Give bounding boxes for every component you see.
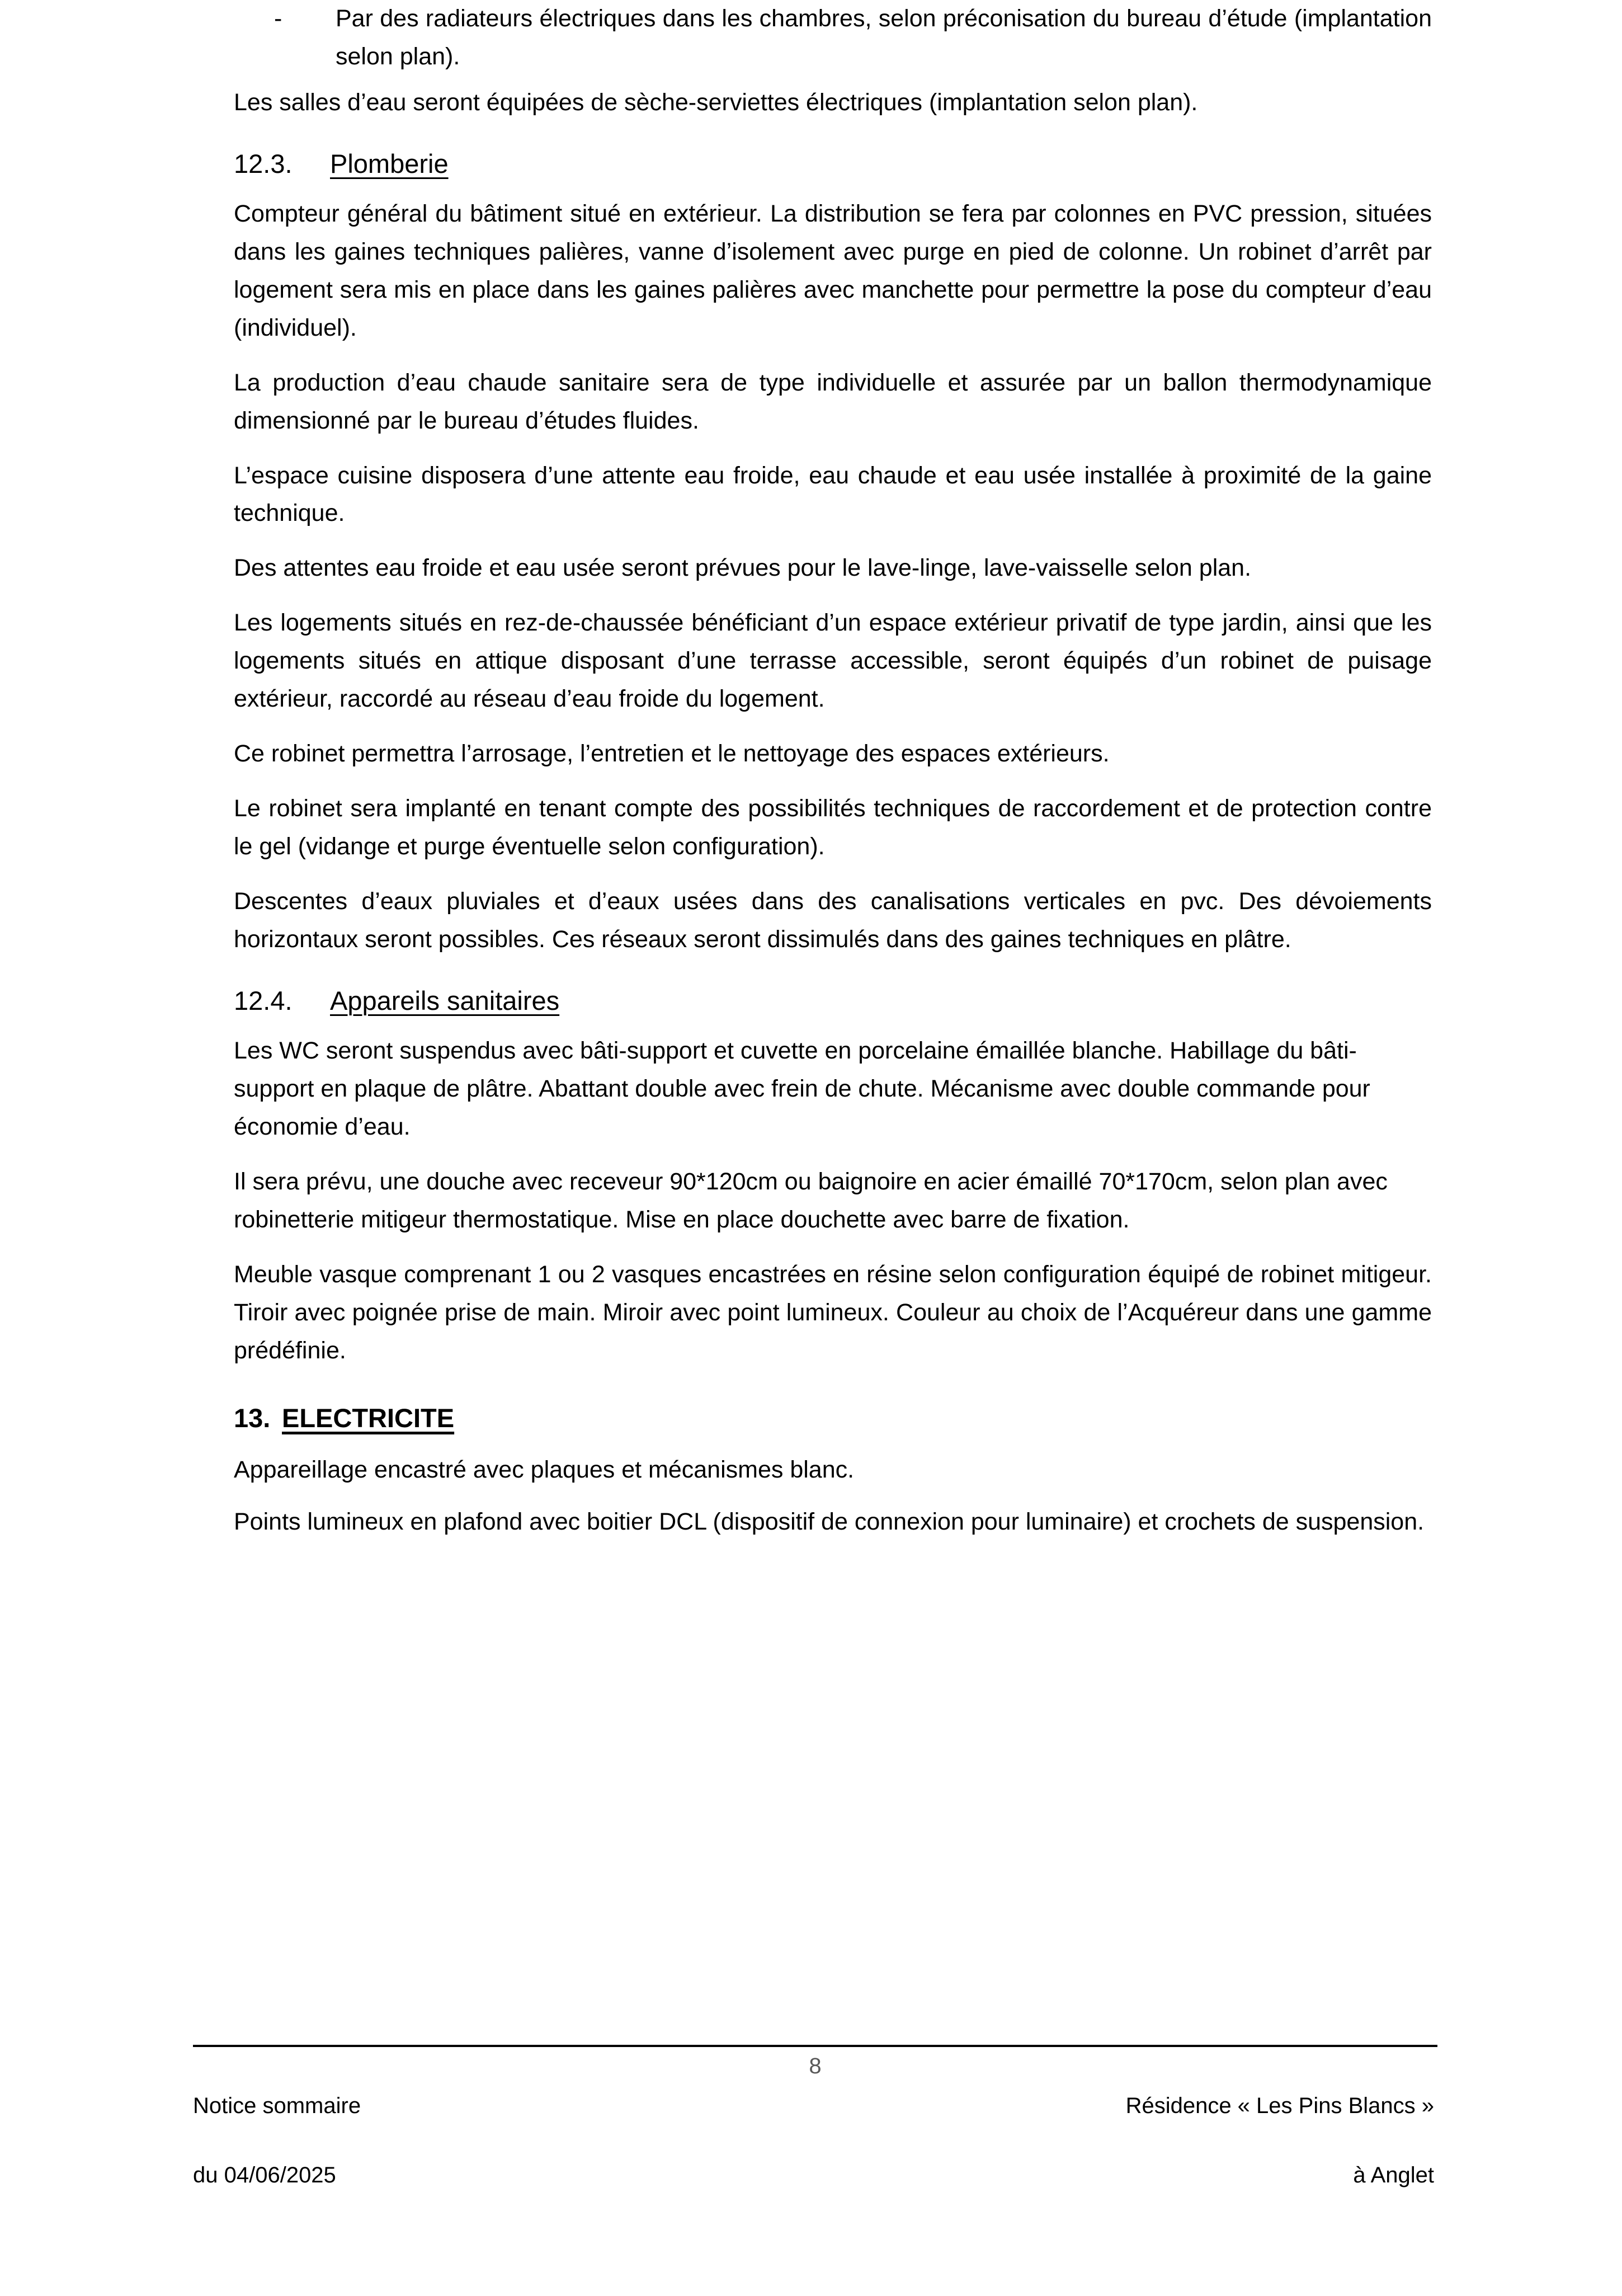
footer-left xyxy=(193,2054,361,2227)
section-title: Plomberie xyxy=(330,148,449,178)
section-heading-electricite xyxy=(234,1401,1432,1435)
paragraph: Il sera prévu, une douche avec receveur 90*120cm ou baignoire en acier émaillé 70*170cm, selon plan avec robinetterie mitigeur thermostatique. Mise en place douchette avec barre de fixation. xyxy=(234,1168,1388,1233)
paragraph: Meuble vasque comprenant 1 ou 2 vasques encastrées en résine selon configuration équipé de robinet mitigeur. Tiroir avec poignée prise de main. Miroir avec point lumineux. Couleur au choix de l’Acquéreur dans une gamme prédéfinie. xyxy=(234,1260,1432,1364)
footer-content xyxy=(193,2047,1437,2227)
page-number: 8 xyxy=(809,2054,822,2078)
footer-right xyxy=(1126,2054,1437,2227)
section-number: 12.4. xyxy=(234,985,293,1015)
paragraph: Les logements situés en rez-de-chaussée bénéficiant d’un espace extérieur privatif de type jardin, ainsi que les logements situés en attique disposant d’une terrasse accessible, seront équipés d’un robinet de puisage extérieur, raccordé au réseau d’eau froide du logement. xyxy=(234,609,1432,713)
footer-residence-name: Résidence « Les Pins Blancs » xyxy=(1125,2093,1434,2118)
paragraph: Des attentes eau froide et eau usée seront prévues pour le lave-linge, lave-vaisselle selon plan. xyxy=(234,554,1252,582)
paragraph: La production d’eau chaude sanitaire sera de type individuelle et assurée par un ballon thermodynamique dimensionné par le bureau d’études fluides. xyxy=(234,369,1432,434)
paragraph: L’espace cuisine disposera d’une attente eau froide, eau chaude et eau usée installée à proximité de la gaine technique. xyxy=(234,462,1432,527)
paragraph: Les WC seront suspendus avec bâti-support et cuvette en porcelaine émaillée blanche. Habillage du bâti-support en plaque de plâtre. Abattant double avec frein de chute. Mécanisme avec double commande pour économie d’eau. xyxy=(234,1037,1370,1140)
section-heading-plomberie xyxy=(234,147,1432,181)
paragraph: Appareillage encastré avec plaques et mécanismes blanc. xyxy=(234,1456,855,1483)
paragraph: Le robinet sera implanté en tenant compte des possibilités techniques de raccordement et de protection contre le gel (vidange et purge éventuelle selon configuration). xyxy=(234,795,1432,860)
page-footer xyxy=(193,2045,1437,2227)
footer-document-date: du 04/06/2025 xyxy=(193,2163,336,2187)
bullet-marker: - xyxy=(274,5,282,32)
section-heading-appareils-sanitaires xyxy=(234,984,1432,1018)
section-number: 13. xyxy=(234,1403,271,1433)
list-item xyxy=(234,0,1432,76)
bullet-text: Par des radiateurs électriques dans les chambres, selon préconisation du bureau d’étude (implantation selon plan). xyxy=(336,5,1432,70)
bullet-list xyxy=(234,0,1432,76)
section-title: Appareils sanitaires xyxy=(330,985,560,1015)
section-number: 12.3. xyxy=(234,148,293,178)
paragraph: Compteur général du bâtiment situé en extérieur. La distribution se fera par colonnes en PVC pression, situées dans les gaines techniques palières, vanne d’isolement avec purge en pied de colonne. Un robinet d’arrêt par logement sera mis en place dans les gaines palières avec manchette pour permettre la pose du compteur d’eau (individuel). xyxy=(234,200,1432,341)
section-title: ELECTRICITE xyxy=(282,1403,455,1433)
paragraph: Ce robinet permettra l’arrosage, l’entretien et le nettoyage des espaces extérieurs. xyxy=(234,740,1110,768)
intro-paragraph: Les salles d’eau seront équipées de sèche-serviettes électriques (implantation selon plan). xyxy=(234,88,1198,116)
page-content xyxy=(234,0,1432,1558)
footer-residence-city: à Anglet xyxy=(1353,2163,1434,2187)
footer-document-title: Notice sommaire xyxy=(193,2093,361,2118)
paragraph: Points lumineux en plafond avec boitier DCL (dispositif de connexion pour luminaire) et crochets de suspension. xyxy=(234,1508,1425,1536)
paragraph: Descentes d’eaux pluviales et d’eaux usées dans des canalisations verticales en pvc. Des dévoiements horizontaux seront possibles. Ces réseaux seront dissimulés dans des gaines techniques en plâtre. xyxy=(234,887,1432,953)
